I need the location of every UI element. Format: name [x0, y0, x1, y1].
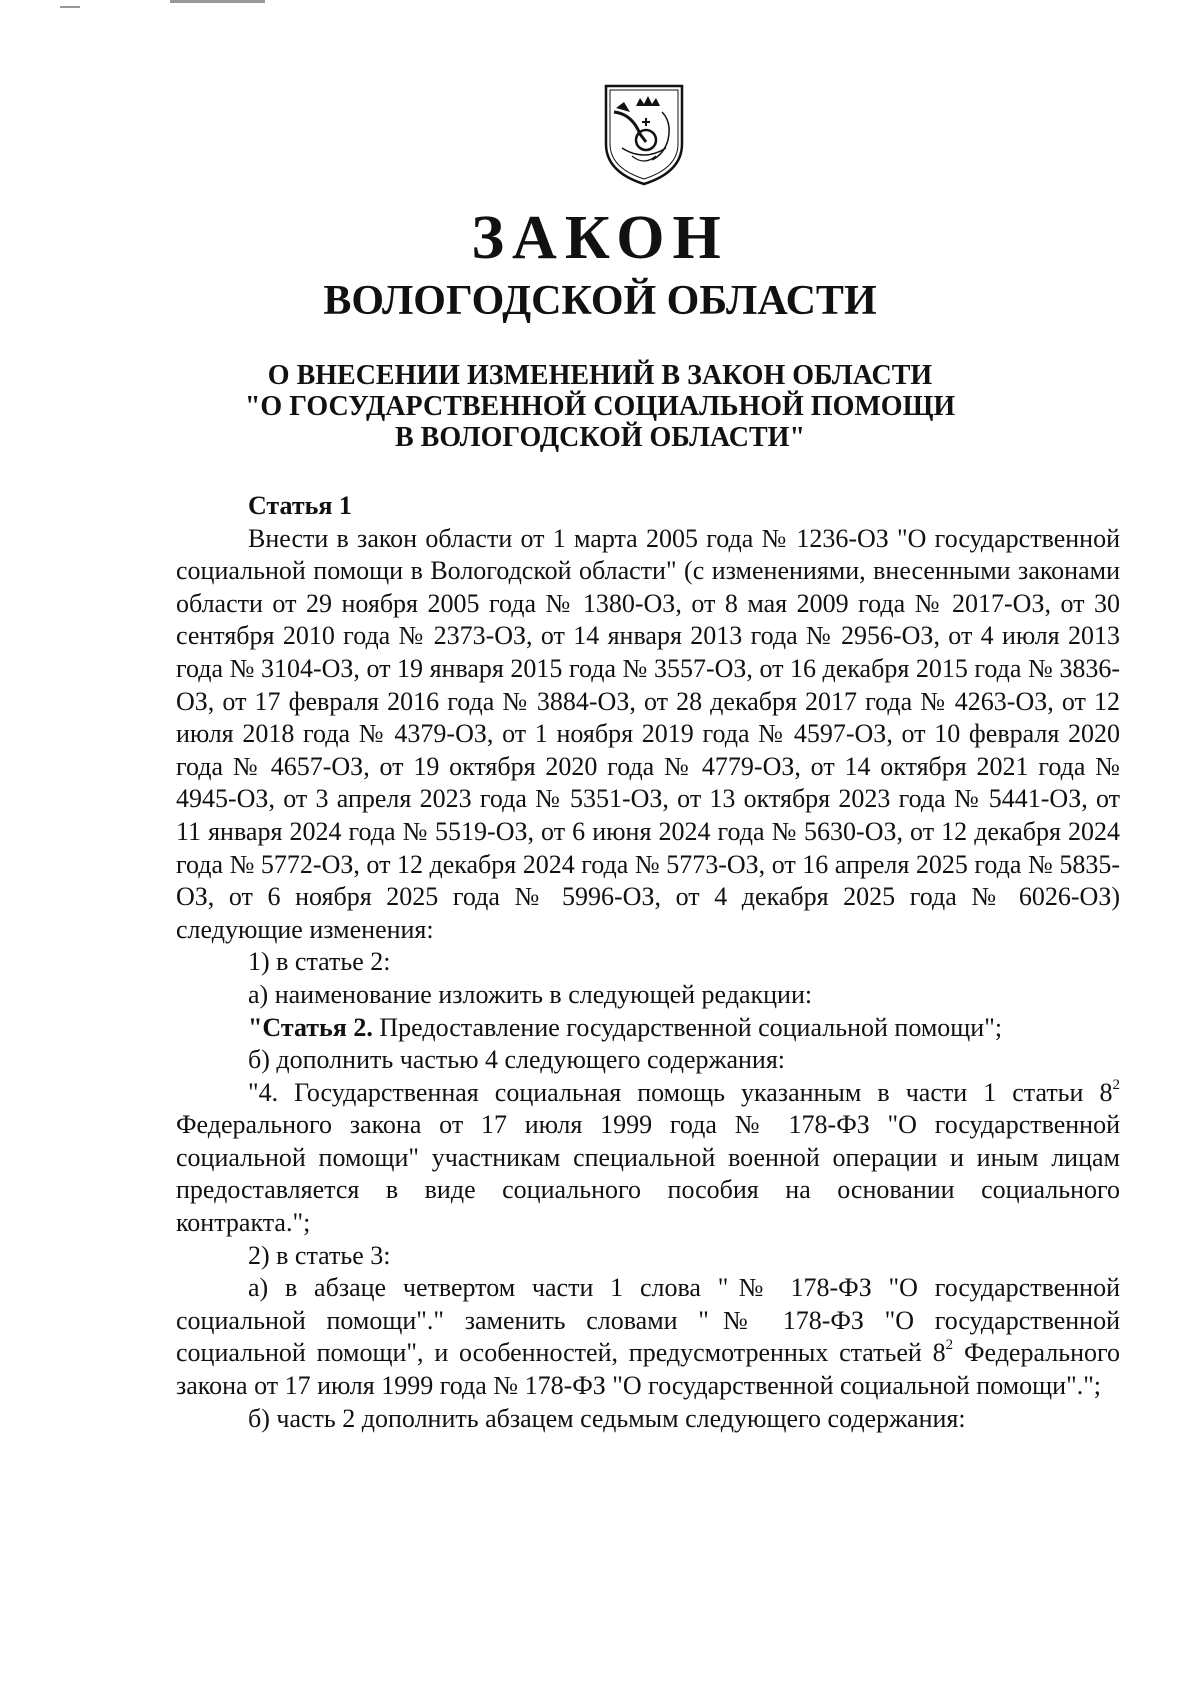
- law-name-line: О ВНЕСЕНИИ ИЗМЕНЕНИЙ В ЗАКОН ОБЛАСТИ: [267, 360, 933, 391]
- amendment-subitem: а) наименование изложить в следующей редакции:: [248, 979, 813, 1009]
- law-name-line: В ВОЛОГОДСКОЙ ОБЛАСТИ": [394, 422, 806, 453]
- quote-article-label: "Статья 2.: [248, 1012, 373, 1042]
- amendment-subitem: [176, 1272, 1120, 1402]
- subitem-text: Федерального закона от 17 июля 1999 года № 178-ФЗ "О государственной социальной помощи".";: [176, 1338, 1120, 1401]
- quote-text: "4. Государственная социальная помощь указанным в части 1 статьи 8: [248, 1077, 1113, 1107]
- scan-artifact: [60, 6, 80, 8]
- superscript: 2: [945, 1337, 954, 1354]
- amendment-subitem: б) дополнить частью 4 следующего содержания:: [248, 1045, 786, 1075]
- article-intro: Внести в закон области от 1 марта 2005 года № 1236-ОЗ "О государственной социальной помощи в Вологодской области" (с изменениями, внесенными законами области от 29 ноября 2005 года № 1380-ОЗ, от 8 мая 2009 года № 2017-ОЗ, от 30 сентября 2010 года № 2373-ОЗ, от 14 января 2013 года № 2956-ОЗ, от 4 июля 2013 года № 3104-ОЗ, от 19 января 2015 года № 3557-ОЗ, от 16 декабря 2015 года № 3836-ОЗ, от 17 февраля 2016 года № 3884-ОЗ, от 28 декабря 2017 года № 4263-ОЗ, от 12 июля 2018 года № 4379-ОЗ, от 1 ноября 2019 года № 4597-ОЗ, от 10 февраля 2020 года № 4657-ОЗ, от 19 октября 2020 года № 4779-ОЗ, от 14 октября 2021 года № 4945-ОЗ, от 3 апреля 2023 года № 5351-ОЗ, от 13 октября 2023 года № 5441-ОЗ, от 11 января 2024 года № 5519-ОЗ, от 6 июня 2024 года № 5630-ОЗ, от 12 декабря 2024 года № 5772-ОЗ, от 12 декабря 2024 года № 5773-ОЗ, от 16 апреля 2025 года № 5835-ОЗ, от 6 ноября 2025 года № 5996-ОЗ, от 4 декабря 2025 года № 6026-ОЗ) следующие изменения:: [176, 523, 1120, 944]
- law-name: [0, 360, 1200, 453]
- scan-artifact: [170, 0, 265, 3]
- superscript: 2: [1112, 1076, 1120, 1093]
- amendment-quote: [176, 1077, 1120, 1240]
- document-body: [176, 490, 1120, 1435]
- amendment-item: 1) в статье 2:: [248, 947, 391, 977]
- amendment-quote: [176, 1012, 1120, 1045]
- vologda-coat-of-arms-icon: [602, 82, 686, 186]
- subitem-text: а) в абзаце четвертом части 1 слова "№ 178-ФЗ "О государственной социальной помощи"." заменить словами "№ 178-ФЗ "О государственной социальной помощи", и особенностей, предусмотренных статьей 8: [176, 1273, 1120, 1368]
- quote-text: Федерального закона от 17 июля 1999 года № 178-ФЗ "О государственной социальной помощи" участникам специальной военной операции и иным лицам предоставляется в виде социального пособия на основании социального контракта.";: [176, 1110, 1120, 1238]
- document-title: ЗАКОН: [471, 204, 729, 272]
- amendment-item: 2) в статье 3:: [248, 1240, 391, 1270]
- region-title: ВОЛОГОДСКОЙ ОБЛАСТИ: [323, 278, 877, 324]
- quote-article-text: Предоставление государственной социальной помощи";: [372, 1012, 1003, 1042]
- amendment-subitem: б) часть 2 дополнить абзацем седьмым следующего содержания:: [248, 1403, 966, 1433]
- law-name-line: "О ГОСУДАРСТВЕННОЙ СОЦИАЛЬНОЙ ПОМОЩИ: [244, 391, 956, 422]
- article-heading: Статья 1: [248, 491, 352, 520]
